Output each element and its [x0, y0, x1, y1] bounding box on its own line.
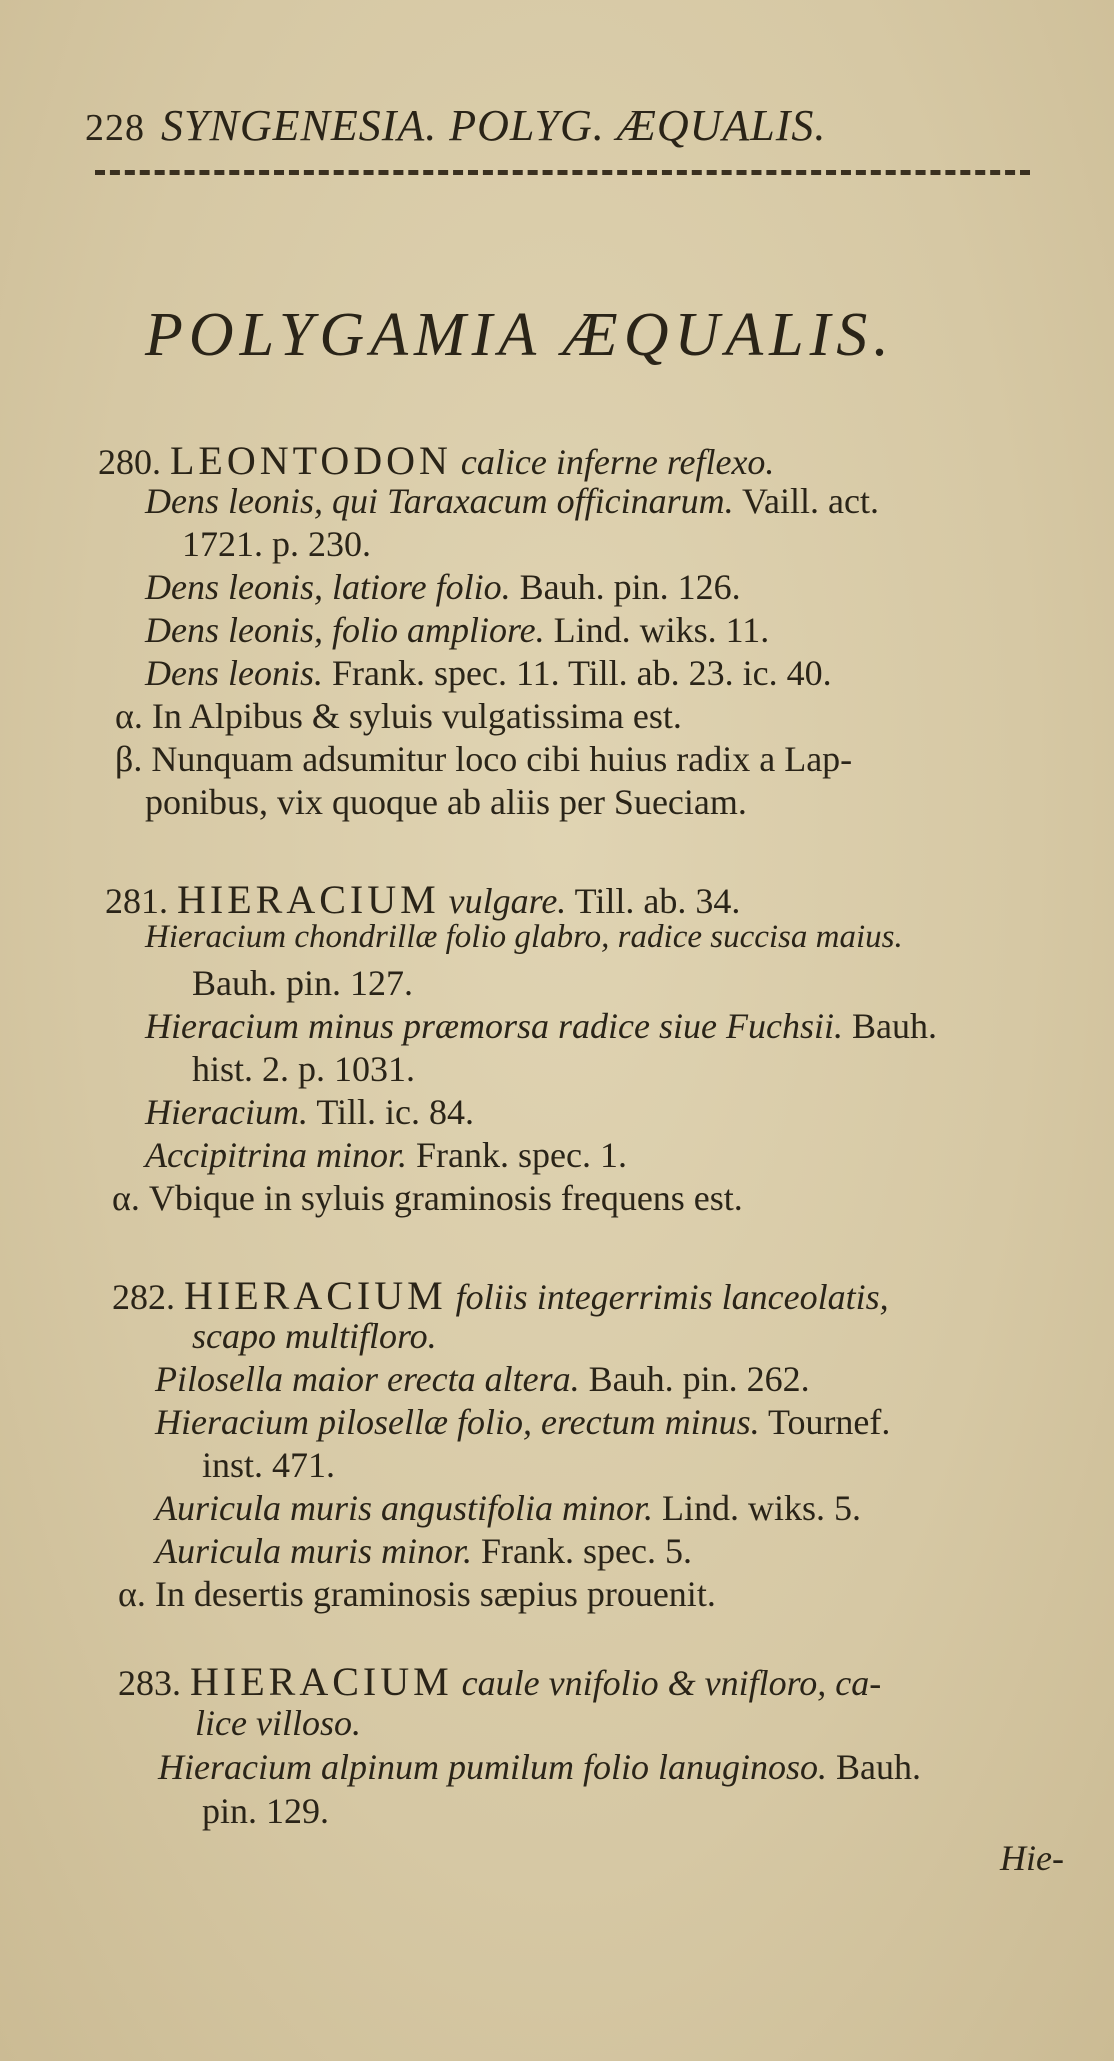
citation-line: Hieracium pilosellæ folio, erectum minus. Tournef. — [155, 1402, 891, 1442]
note-line: β. Nunquam adsumitur loco cibi huius radix a Lap- — [115, 739, 853, 779]
note-line: α. In Alpibus & syluis vulgatissima est. — [115, 696, 682, 736]
citation-line: Hieracium. Till. ic. 84. — [145, 1092, 475, 1132]
diagnosis: calice inferne reflexo. — [460, 442, 775, 482]
citation-line: Hieracium alpinum pumilum folio lanuginoso. Bauh. — [158, 1747, 921, 1787]
genus-name: HIERACIUM — [190, 1659, 453, 1704]
catchword: Hie- — [1000, 1838, 1064, 1878]
note-line: α. Vbique in syluis graminosis frequens est. — [112, 1178, 743, 1218]
entry-282-heading — [112, 1272, 889, 1319]
section-title: POLYGAMIA ÆQUALIS. — [145, 301, 895, 369]
citation-line: Dens leonis. Frank. spec. 11. Till. ab. 23. ic. 40. — [145, 653, 832, 693]
entry-number: 282. — [112, 1277, 175, 1317]
citation-line: Pilosella maior erecta altera. Bauh. pin. 262. — [155, 1359, 810, 1399]
citation-line: Dens leonis, folio ampliore. Lind. wiks. 11. — [145, 610, 770, 650]
citation-line: Accipitrina minor. Frank. spec. 1. — [145, 1135, 627, 1175]
citation-line: inst. 471. — [202, 1445, 336, 1485]
genus-name: LEONTODON — [170, 438, 452, 483]
page-number: 228 — [85, 107, 145, 149]
citation-line: Auricula muris minor. Frank. spec. 5. — [155, 1531, 692, 1571]
running-title: SYNGENESIA. POLYG. ÆQUALIS. — [161, 101, 827, 150]
running-header — [85, 100, 1025, 151]
citation-line: Dens leonis, latiore folio. Bauh. pin. 126. — [145, 567, 741, 607]
diagnosis: vulgare. — [448, 881, 567, 921]
citation-line: Dens leonis, qui Taraxacum officinarum. Vaill. act. — [145, 481, 879, 521]
diagnosis: caule vnifolio & vnifloro, ca- — [461, 1663, 882, 1703]
entry-number: 283. — [118, 1663, 181, 1703]
genus-name: HIERACIUM — [184, 1273, 447, 1318]
citation-line: 1721. p. 230. — [182, 524, 371, 564]
entry-281-heading — [105, 876, 740, 923]
citation-line: Bauh. pin. 127. — [192, 963, 413, 1003]
entry-280-heading — [98, 437, 774, 484]
citation-line: lice villoso. — [195, 1703, 361, 1743]
header-rule — [95, 170, 1030, 175]
genus-name: HIERACIUM — [177, 877, 440, 922]
entry-283-heading — [118, 1658, 881, 1705]
note-line: ponibus, vix quoque ab aliis per Sueciam. — [145, 782, 747, 822]
citation-line: pin. 129. — [202, 1791, 330, 1831]
entry-number: 281. — [105, 881, 168, 921]
citation-line: hist. 2. p. 1031. — [192, 1049, 416, 1089]
diagnosis-reference: Till. ab. 34. — [574, 881, 741, 921]
entry-number: 280. — [98, 442, 161, 482]
citation-line: Hieracium minus præmorsa radice siue Fuchsii. Bauh. — [145, 1006, 937, 1046]
citation-line: scapo multifloro. — [192, 1316, 437, 1356]
diagnosis: foliis integerrimis lanceolatis, — [455, 1277, 889, 1317]
citation-line: Auricula muris angustifolia minor. Lind. wiks. 5. — [155, 1488, 862, 1528]
note-line: α. In desertis graminosis sæpius prouenit. — [118, 1574, 716, 1614]
citation-line: Hieracium chondrillæ folio glabro, radice succisa maius. — [145, 919, 903, 955]
